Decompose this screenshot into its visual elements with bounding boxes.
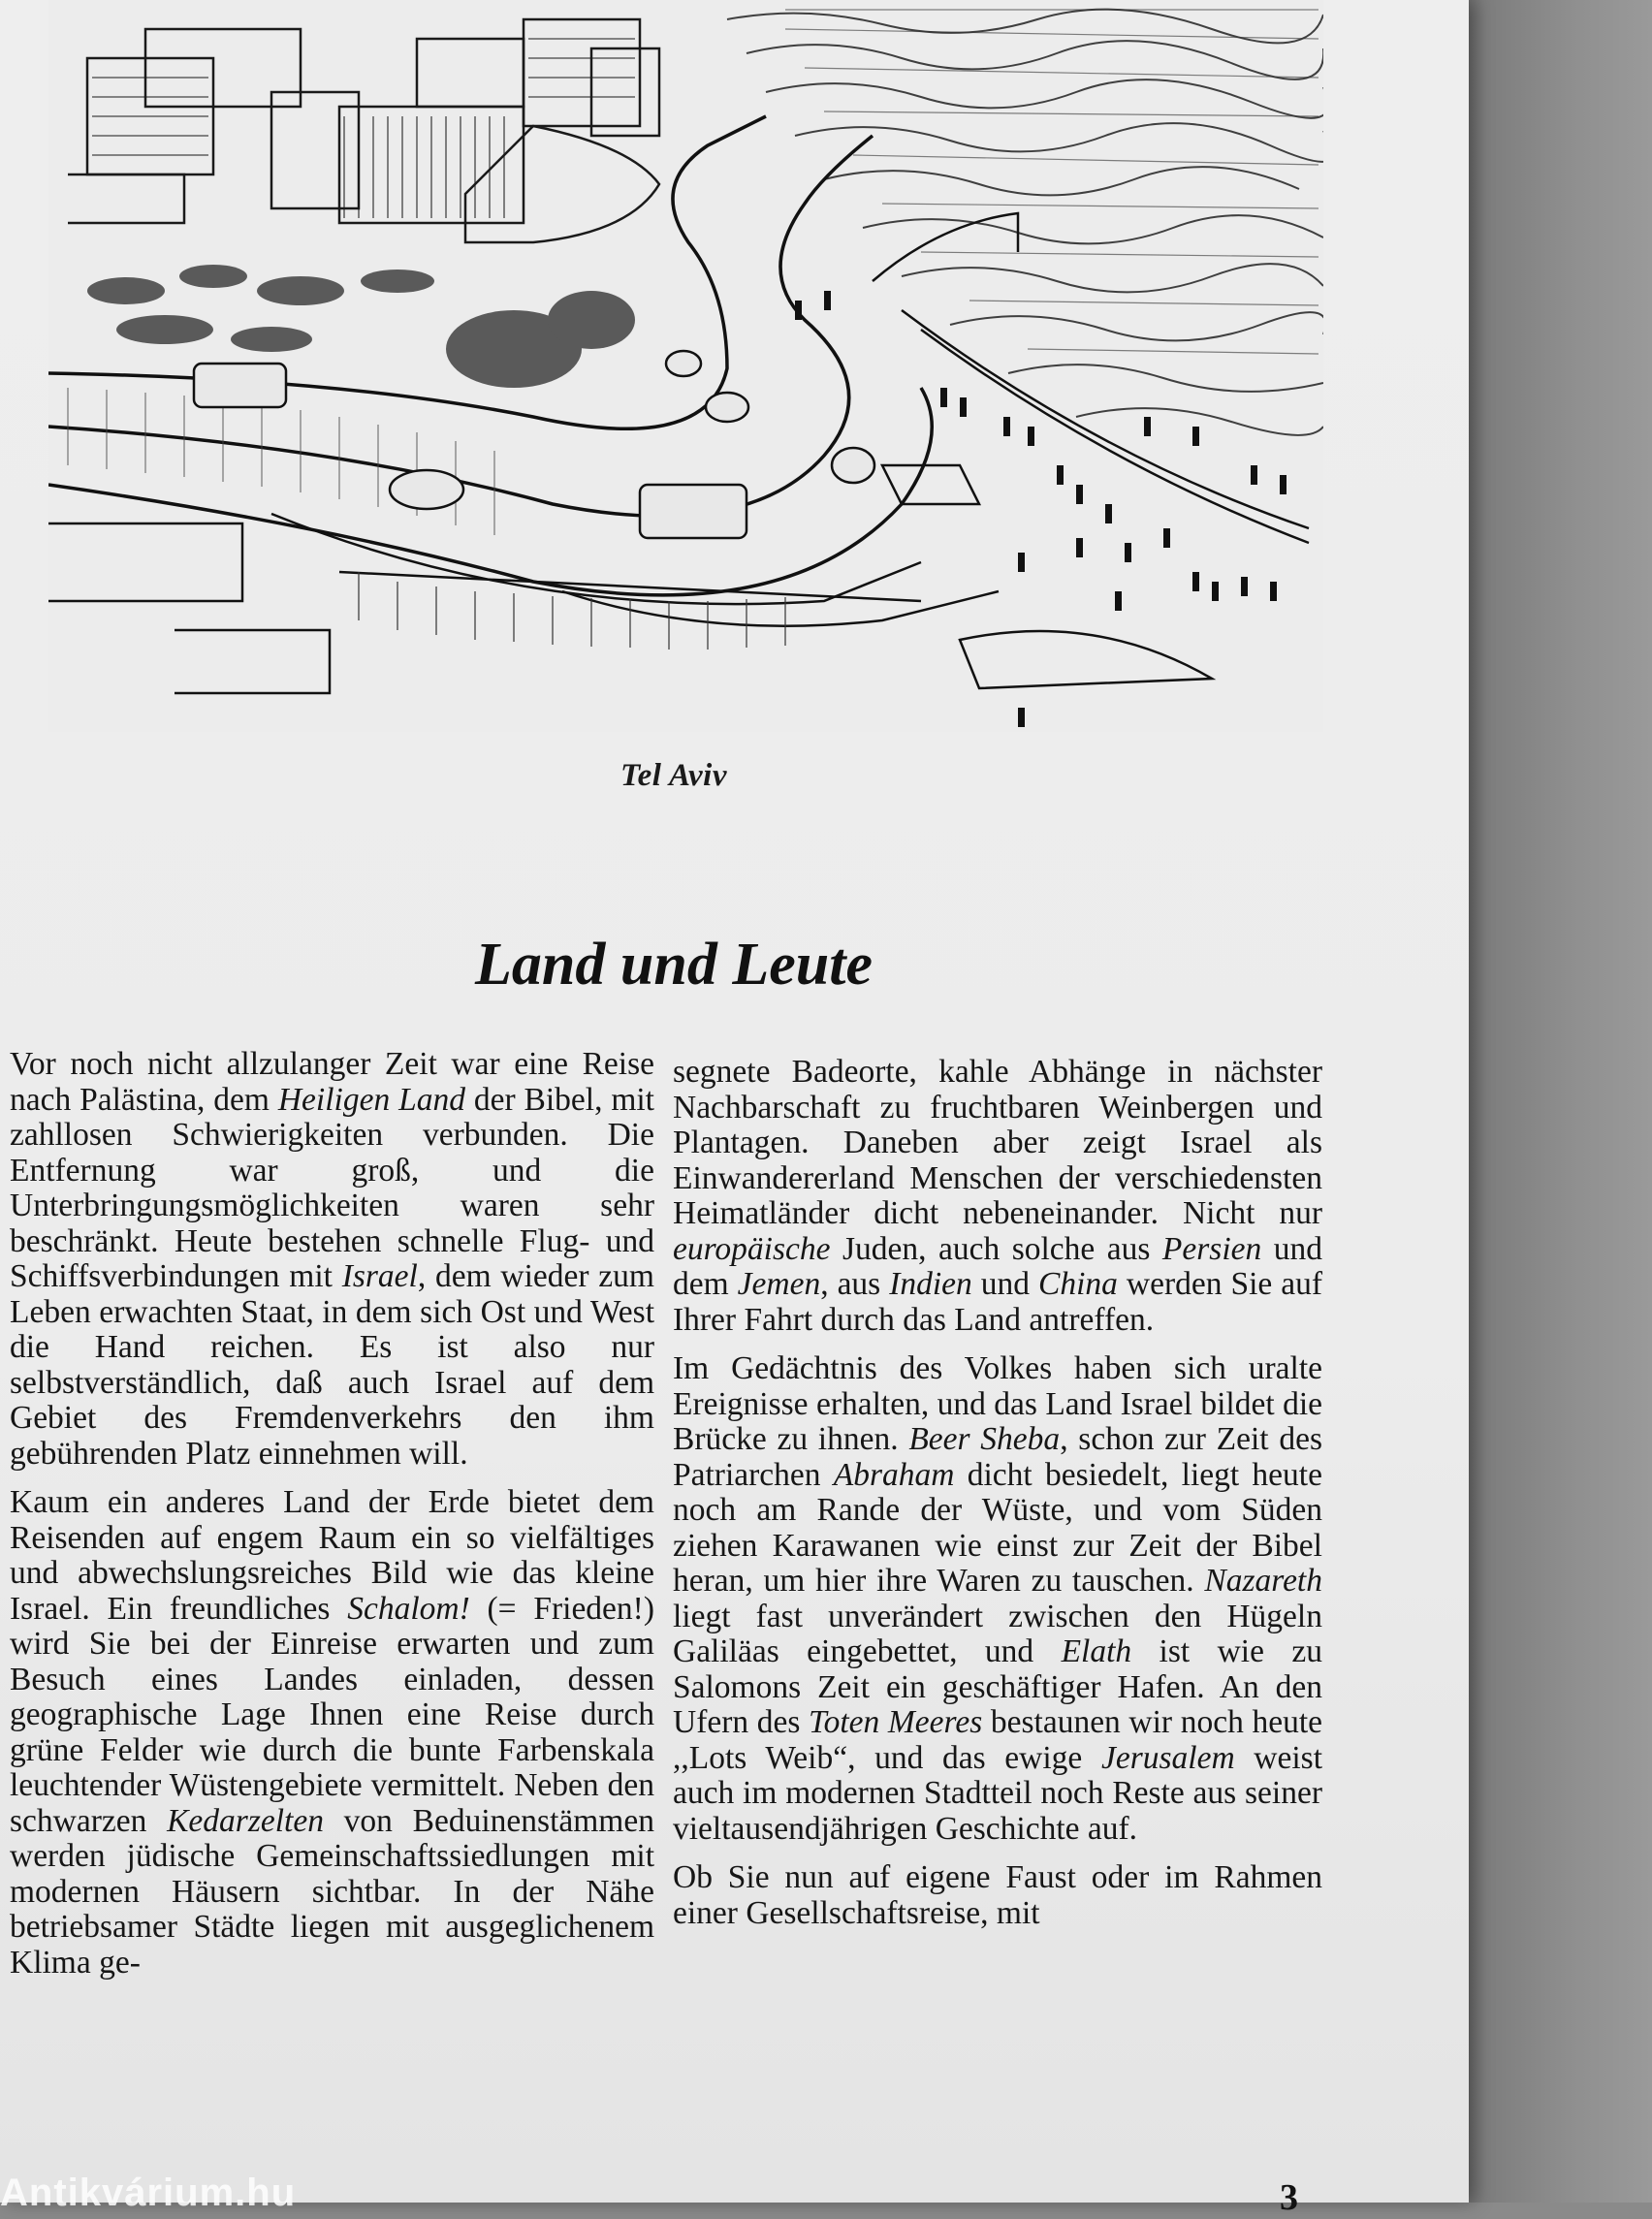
emphasized-term: China [1038,1266,1118,1302]
text-run: Kaum ein anderes Land der Erde bietet dem Reisenden auf engem Raum ein so vielfältiges und abwechslungsreiches Bild wie das kleine Israel. Ein freundliches [10,1484,654,1627]
paragraph [673,1055,1322,1338]
paragraph [673,1860,1322,1931]
page-number: 3 [1280,2177,1298,2218]
text-run: Vor noch nicht allzulanger Zeit war eine Reise nach Palästina, dem [10,1046,654,1118]
emphasized-term: Kedarzelten [167,1802,324,1839]
text-run: , dem wieder zum Leben erwachten Staat, in dem sich Ost und West die Hand reichen. Es ist also nur selbstverständlich, daß auch Israel auf dem Gebiet des Fremdenverkehrs den ihm gebührenden Platz einnehmen will. [10,1258,654,1472]
text-run: , schon zur Zeit des Patriarchen [673,1421,1322,1493]
text-run: von Beduinenstämmen werden jüdische Gemeinschaftssiedlungen mit modernen Häusern sichtbar. In der Nähe betriebsamer Städte liegen mit ausgeglichenem Klima ge- [10,1802,654,1981]
desk-background [1454,0,1652,2203]
paragraph [673,1351,1322,1847]
tel-aviv-illustration [48,0,1323,732]
text-run: ist wie zu Salomons Zeit ein geschäftiger Hafen. An den Ufern des [673,1633,1322,1740]
section-heading: Land und Leute [475,932,873,998]
text-column-left [10,1047,654,1994]
text-run: Im Gedächtnis des Volkes haben sich uralte Ereignisse erhalten, und das Land Israel bildet die Brücke zu ihnen. [673,1350,1322,1457]
text-run: bestaunen wir noch heute ,,Lots Weib“, und das ewige [673,1704,1322,1776]
paragraph [10,1047,654,1472]
text-column-right [673,1055,1322,1945]
emphasized-term: Heiligen Land [277,1081,465,1118]
watermark: Antikvárium.hu [0,2171,297,2214]
emphasized-term: Nazareth [1204,1563,1322,1599]
illustration-caption: Tel Aviv [620,758,727,793]
text-run: (= Frieden!) wird Sie bei der Einreise erwarten und zum Besuch eines Landes einladen, dessen geographische Lage Ihnen eine Reise durch grüne Felder wie durch die bunte Farbenskala leuchtender Wüstengebiete vermittelt. Neben den schwarzen [10,1590,654,1839]
text-run: Juden, auch solche aus [830,1230,1162,1267]
emphasized-term: Jemen [737,1266,821,1302]
text-run: der Bibel, mit zahllosen Schwierigkeiten verbunden. Die Entfernung war groß, und die Unterbringungsmöglichkeiten waren sehr beschränkt. Heute bestehen schnelle Flug- und Schiffsverbindungen mit [10,1081,654,1294]
text-run: und dem [673,1230,1322,1302]
text-run: liegt fast unverändert zwischen den Hügeln Galiläas eingebettet, und [673,1598,1322,1669]
text-run: und [971,1266,1038,1302]
emphasized-term: Beer Sheba [908,1421,1061,1457]
text-run: Ob Sie nun auf eigene Faust oder im Rahmen einer Gesellschaftsreise, mit [673,1859,1322,1931]
text-run: dicht besiedelt, liegt heute noch am Rande der Wüste, und vom Süden ziehen Karawanen wie einst zur Zeit der Bibel heran, um hier ihre Waren zu tauschen. [673,1456,1322,1599]
emphasized-term: Jerusalem [1100,1739,1235,1776]
emphasized-term: Indien [889,1266,972,1302]
emphasized-term: Schalom! [347,1590,470,1627]
emphasized-term: Elath [1061,1633,1132,1669]
emphasized-term: Persien [1161,1230,1262,1267]
emphasized-term: europäische [673,1230,831,1267]
text-run: werden Sie auf Ihrer Fahrt durch das Land antreffen. [673,1266,1322,1338]
emphasized-term: Israel [341,1258,418,1294]
text-run: segnete Badeorte, kahle Abhänge in nächster Nachbarschaft zu fruchtbaren Weinbergen und Plantagen. Daneben aber zeigt Israel als Einwandererland Menschen der verschiedensten Heimatländer dicht nebeneinander. Nicht nur [673,1054,1322,1231]
emphasized-term: Abraham [833,1456,955,1493]
emphasized-term: Toten Meeres [809,1704,983,1740]
text-run: weist auch im modernen Stadtteil noch Reste aus seiner vieltausendjährigen Geschichte auf. [673,1739,1323,1847]
paragraph [10,1485,654,1981]
text-run: , aus [820,1266,890,1302]
